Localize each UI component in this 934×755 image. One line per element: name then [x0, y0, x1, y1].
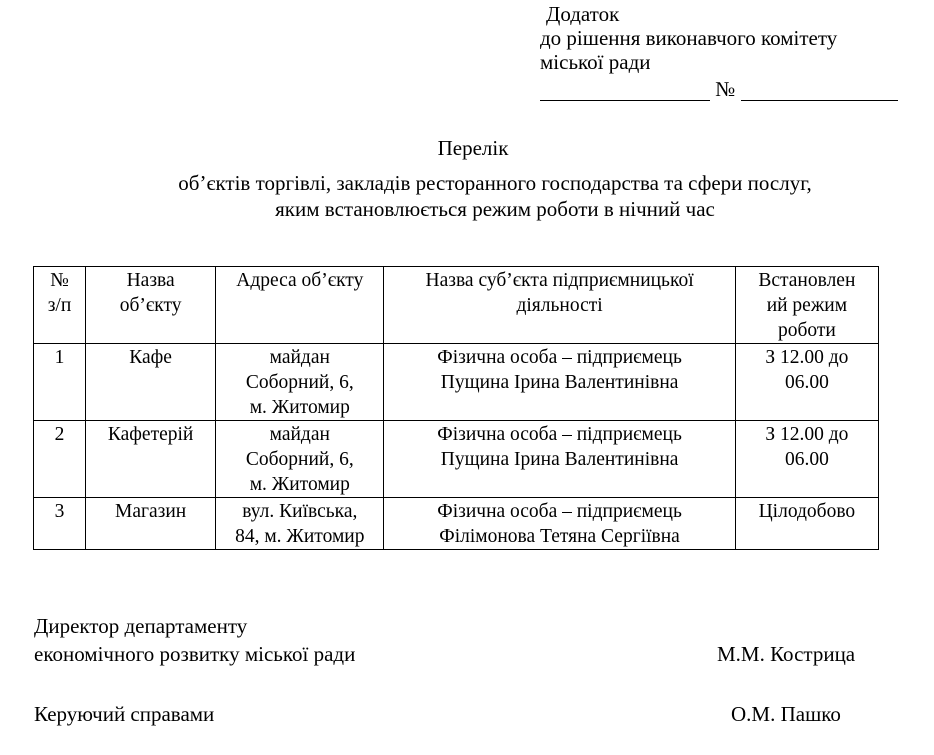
- cell-entity: Фізична особа – підприємець Пущина Ірина Валентинівна: [384, 344, 735, 421]
- cell-work-mode: Цілодобово: [735, 498, 878, 550]
- document-title: Перелік: [437, 136, 509, 160]
- cell-address: майдан Соборний, 6, м. Житомир: [216, 344, 384, 421]
- cell-entity: Фізична особа – підприємець Пущина Ірина Валентинівна: [384, 421, 735, 498]
- header-object-name: Назва об’єкту: [86, 267, 216, 344]
- appendix-line-council: міської ради: [540, 50, 651, 74]
- manager-title: Керуючий справами: [34, 702, 215, 726]
- table-header-row: [34, 267, 879, 344]
- number-sign: №: [715, 77, 736, 101]
- header-address: Адреса об’єкту: [216, 267, 384, 344]
- cell-object-name: Кафе: [86, 344, 216, 421]
- cell-work-mode: З 12.00 до 06.00: [735, 344, 878, 421]
- table-row: [34, 421, 879, 498]
- cell-num: 3: [34, 498, 86, 550]
- document-subtitle: [0, 170, 934, 222]
- cell-work-mode: З 12.00 до 06.00: [735, 421, 878, 498]
- cell-num: 1: [34, 344, 86, 421]
- number-blank: [741, 80, 898, 101]
- table-row: [34, 498, 879, 550]
- appendix-line-decision: до рішення виконавчого комітету: [540, 26, 838, 50]
- appendix-title: Додаток: [546, 2, 620, 26]
- cell-object-name: Магазин: [86, 498, 216, 550]
- director-name: М.М. Кострица: [717, 642, 856, 666]
- cell-address: вул. Київська, 84, м. Житомир: [216, 498, 384, 550]
- director-title-line-2: економічного розвитку міської ради: [34, 642, 356, 666]
- manager-name: О.М. Пашко: [731, 702, 841, 726]
- header-work-mode: Встановлен ий режим роботи: [735, 267, 878, 344]
- appendix-block: [540, 2, 930, 101]
- header-entity: Назва суб’єкта підприємницької діяльності: [384, 267, 735, 344]
- director-title-line-1: Директор департаменту: [34, 614, 248, 638]
- cell-entity: Фізична особа – підприємець Філімонова Тетяна Сергіївна: [384, 498, 735, 550]
- table-row: [34, 344, 879, 421]
- subtitle-line-2: яким встановлюється режим роботи в нічний час: [275, 197, 715, 221]
- cell-address: майдан Соборний, 6, м. Житомир: [216, 421, 384, 498]
- objects-table: [33, 266, 879, 550]
- appendix-number-line: [540, 77, 930, 101]
- cell-num: 2: [34, 421, 86, 498]
- date-blank: [540, 80, 710, 101]
- header-num: № з/п: [34, 267, 86, 344]
- cell-object-name: Кафетерій: [86, 421, 216, 498]
- subtitle-line-1: об’єктів торгівлі, закладів ресторанного господарства та сфери послуг,: [178, 171, 812, 195]
